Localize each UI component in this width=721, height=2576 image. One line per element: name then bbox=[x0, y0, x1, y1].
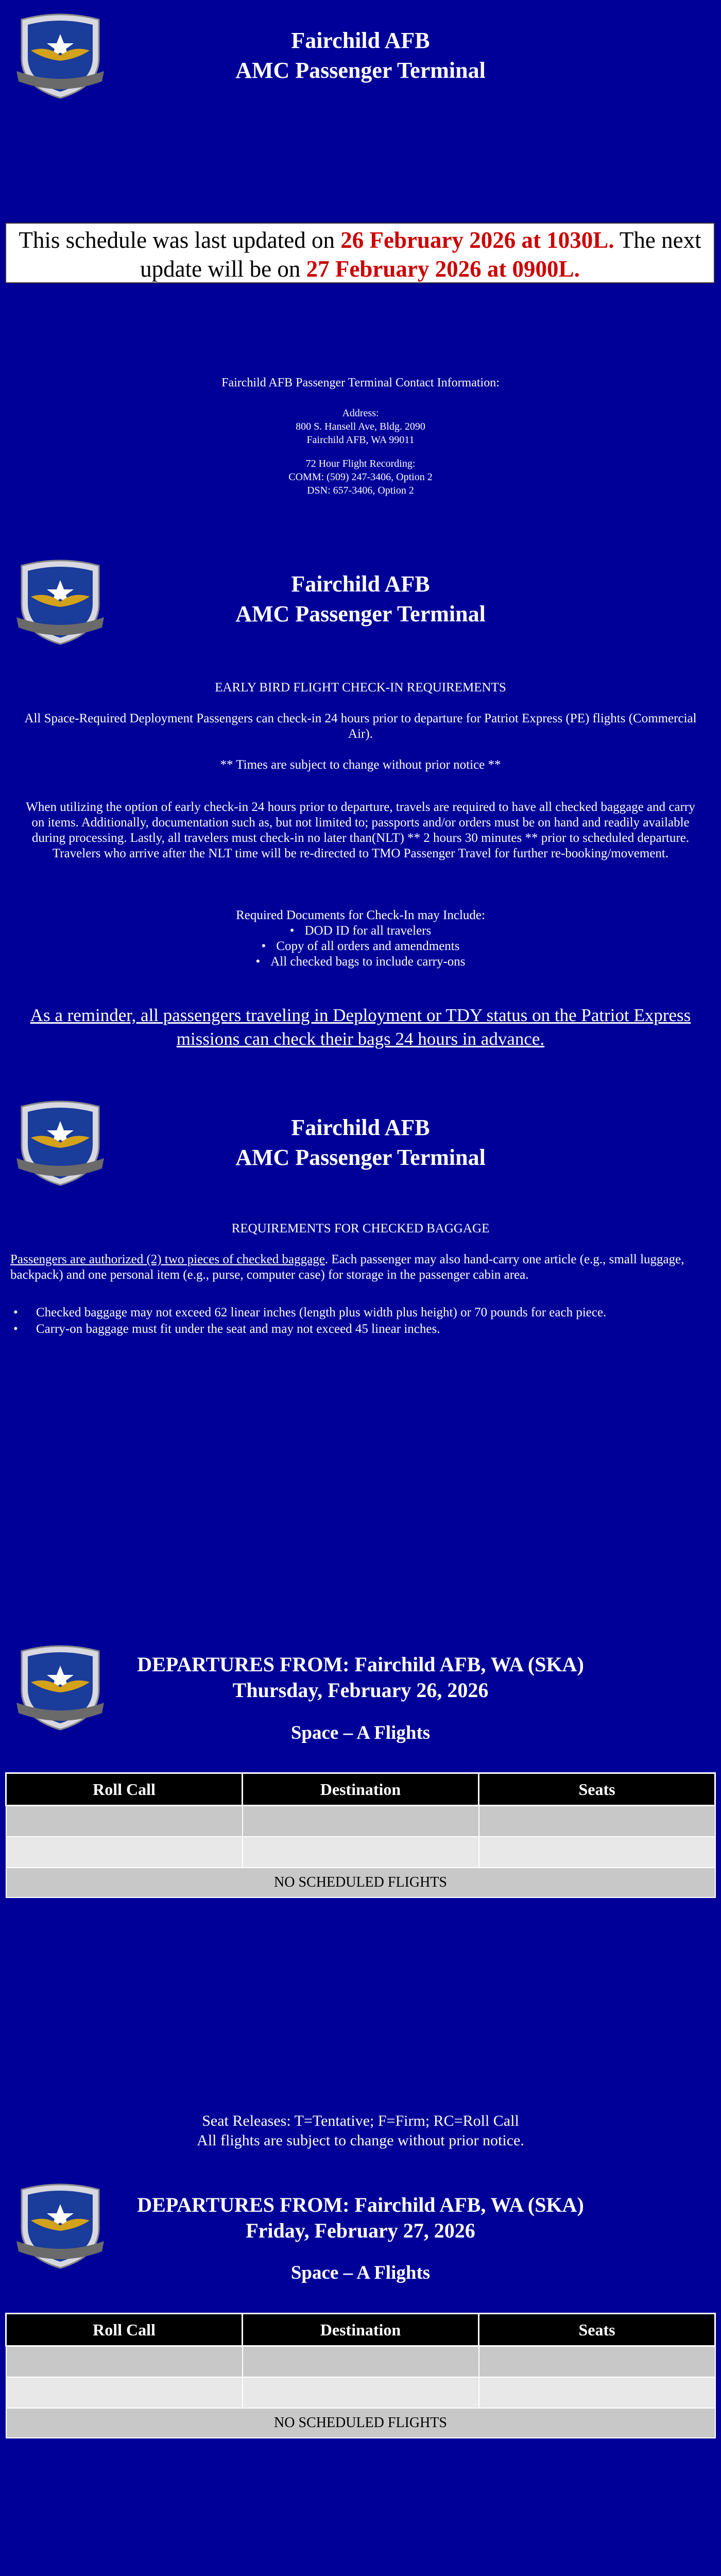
seat-release-legend bbox=[0, 2111, 721, 2150]
next-update-date: 27 February 2026 at 0900L. bbox=[306, 256, 580, 282]
dsn-phone: DSN: 657-3406, Option 2 bbox=[307, 485, 414, 496]
early-bird-intro: All Space-Required Deployment Passengers can check-in 24 hours prior to departure for Patriot Express (PE) flights (Commercial Air). bbox=[24, 711, 697, 741]
recording-label: 72 Hour Flight Recording: bbox=[305, 458, 416, 469]
docs-list-wrap bbox=[0, 923, 721, 970]
col-roll-call: Roll Call bbox=[6, 2314, 243, 2346]
doc-item: • All checked bags to include carry-ons bbox=[0, 954, 721, 970]
address-line2: Fairchild AFB, WA 99011 bbox=[306, 434, 415, 446]
col-destination: Destination bbox=[243, 2314, 479, 2346]
baggage-rule: • Checked baggage may not exceed 62 linear inches (length plus width plus height) or 70 pounds for each piece. bbox=[10, 1304, 711, 1321]
baggage-reminder: As a reminder, all passengers traveling in Deployment or TDY status on the Patriot Express missions can check their bags 24 hours in advance. bbox=[30, 1005, 691, 1049]
departures-date: Friday, February 27, 2026 bbox=[246, 2219, 475, 2242]
baggage-allowance: Passengers are authorized (2) two pieces of checked baggage bbox=[10, 1252, 325, 1266]
col-roll-call: Roll Call bbox=[6, 1773, 243, 1806]
amc-shield-emblem-icon bbox=[11, 9, 109, 102]
table-row bbox=[6, 1806, 715, 1837]
slide-departures-thu bbox=[0, 1613, 721, 2156]
update-prefix: This schedule was last updated on bbox=[19, 227, 341, 253]
flights-table bbox=[5, 1772, 716, 1898]
amc-shield-emblem-icon bbox=[11, 2179, 109, 2272]
address-label: Address: bbox=[342, 408, 379, 419]
early-bird-details: When utilizing the option of early check-in 24 hours prior to departure, travels are required to have all checked baggage and carry on items. Additionally, documentation such as, but not limited to; passports and/or orders must be on hand and readily available during processing. Lastly, all travelers must check-in no later than(NLT) ** 2 hours 30 minutes ** prior to scheduled departure. Travelers who arrive after the NLT time will be re-directed to TMO Passenger Travel for further re-booking/movement. bbox=[26, 800, 695, 860]
table-row bbox=[6, 2408, 715, 2438]
table-header-row bbox=[6, 1773, 715, 1806]
address-line1: 800 S. Hansell Ave, Bldg. 2090 bbox=[296, 421, 425, 432]
baggage-intro bbox=[10, 1252, 711, 1283]
slide-departures-fri bbox=[0, 2156, 721, 2576]
col-destination: Destination bbox=[243, 1773, 479, 1806]
header-line2: AMC Passenger Terminal bbox=[235, 601, 486, 626]
header-line2: AMC Passenger Terminal bbox=[235, 1145, 486, 1170]
change-disclaimer: All flights are subject to change without prior notice. bbox=[197, 2132, 524, 2149]
last-update-date: 26 February 2026 at 1030L. bbox=[340, 227, 614, 253]
slide-early-bird bbox=[0, 531, 721, 1072]
amc-shield-emblem-icon bbox=[11, 555, 109, 648]
seat-release-key: Seat Releases: T=Tentative; F=Firm; RC=Roll Call bbox=[202, 2112, 519, 2129]
contact-heading: Fairchild AFB Passenger Terminal Contact Information: bbox=[221, 376, 500, 389]
terminal-header bbox=[154, 1113, 566, 1173]
comm-phone: COMM: (509) 247-3406, Option 2 bbox=[288, 471, 433, 483]
slide-update bbox=[0, 0, 721, 531]
doc-item: • Copy of all orders and amendments bbox=[0, 939, 721, 954]
departures-title: DEPARTURES FROM: Fairchild AFB, WA (SKA) bbox=[137, 1653, 584, 1676]
header-line1: Fairchild AFB bbox=[291, 1115, 430, 1140]
no-flights-message: NO SCHEDULED FLIGHTS bbox=[6, 2408, 715, 2438]
space-a-subtitle: Space – A Flights bbox=[290, 2262, 431, 2283]
table-row bbox=[6, 1837, 715, 1868]
docs-list bbox=[0, 923, 721, 970]
baggage-heading: REQUIREMENTS FOR CHECKED BAGGAGE bbox=[231, 1222, 490, 1235]
departures-title: DEPARTURES FROM: Fairchild AFB, WA (SKA) bbox=[137, 2193, 584, 2216]
contact-info bbox=[0, 375, 721, 497]
departures-header bbox=[118, 1652, 603, 1703]
table-header-row bbox=[6, 2314, 715, 2346]
docs-heading: Required Documents for Check-In may Include: bbox=[236, 908, 485, 922]
header-line1: Fairchild AFB bbox=[291, 571, 430, 597]
amc-shield-emblem-icon bbox=[11, 1096, 109, 1189]
terminal-header bbox=[154, 569, 566, 629]
baggage-rules bbox=[10, 1304, 711, 1337]
terminal-header bbox=[154, 26, 566, 86]
header-line2: AMC Passenger Terminal bbox=[235, 58, 486, 83]
amc-shield-emblem-icon bbox=[11, 1641, 109, 1734]
update-notice bbox=[5, 223, 715, 283]
table-row bbox=[6, 2346, 715, 2378]
col-seats: Seats bbox=[479, 2314, 715, 2346]
col-seats: Seats bbox=[479, 1773, 715, 1806]
header-line1: Fairchild AFB bbox=[291, 28, 430, 53]
doc-item: • DOD ID for all travelers bbox=[0, 923, 721, 939]
baggage-rule: • Carry-on baggage must fit under the seat and may not exceed 45 linear inches. bbox=[10, 1321, 711, 1337]
slide-baggage bbox=[0, 1072, 721, 1613]
baggage-intro-rest: . Each passenger may also hand-carry one article (e.g., small luggage, backpack) and one personal item (e.g., purse, computer case) for storage in the passenger cabin area. bbox=[10, 1252, 684, 1282]
departures-header bbox=[118, 2192, 603, 2244]
flights-table bbox=[5, 2313, 716, 2438]
space-a-subtitle: Space – A Flights bbox=[290, 1722, 431, 1743]
table-row bbox=[6, 2377, 715, 2408]
early-bird-notice: ** Times are subject to change without prior notice ** bbox=[220, 758, 501, 772]
table-row bbox=[6, 1868, 715, 1897]
update-middle: The next update will be on bbox=[140, 227, 701, 282]
departures-date: Thursday, February 26, 2026 bbox=[232, 1679, 489, 1702]
early-bird-heading: EARLY BIRD FLIGHT CHECK-IN REQUIREMENTS bbox=[215, 681, 506, 694]
no-flights-message: NO SCHEDULED FLIGHTS bbox=[6, 1868, 715, 1897]
